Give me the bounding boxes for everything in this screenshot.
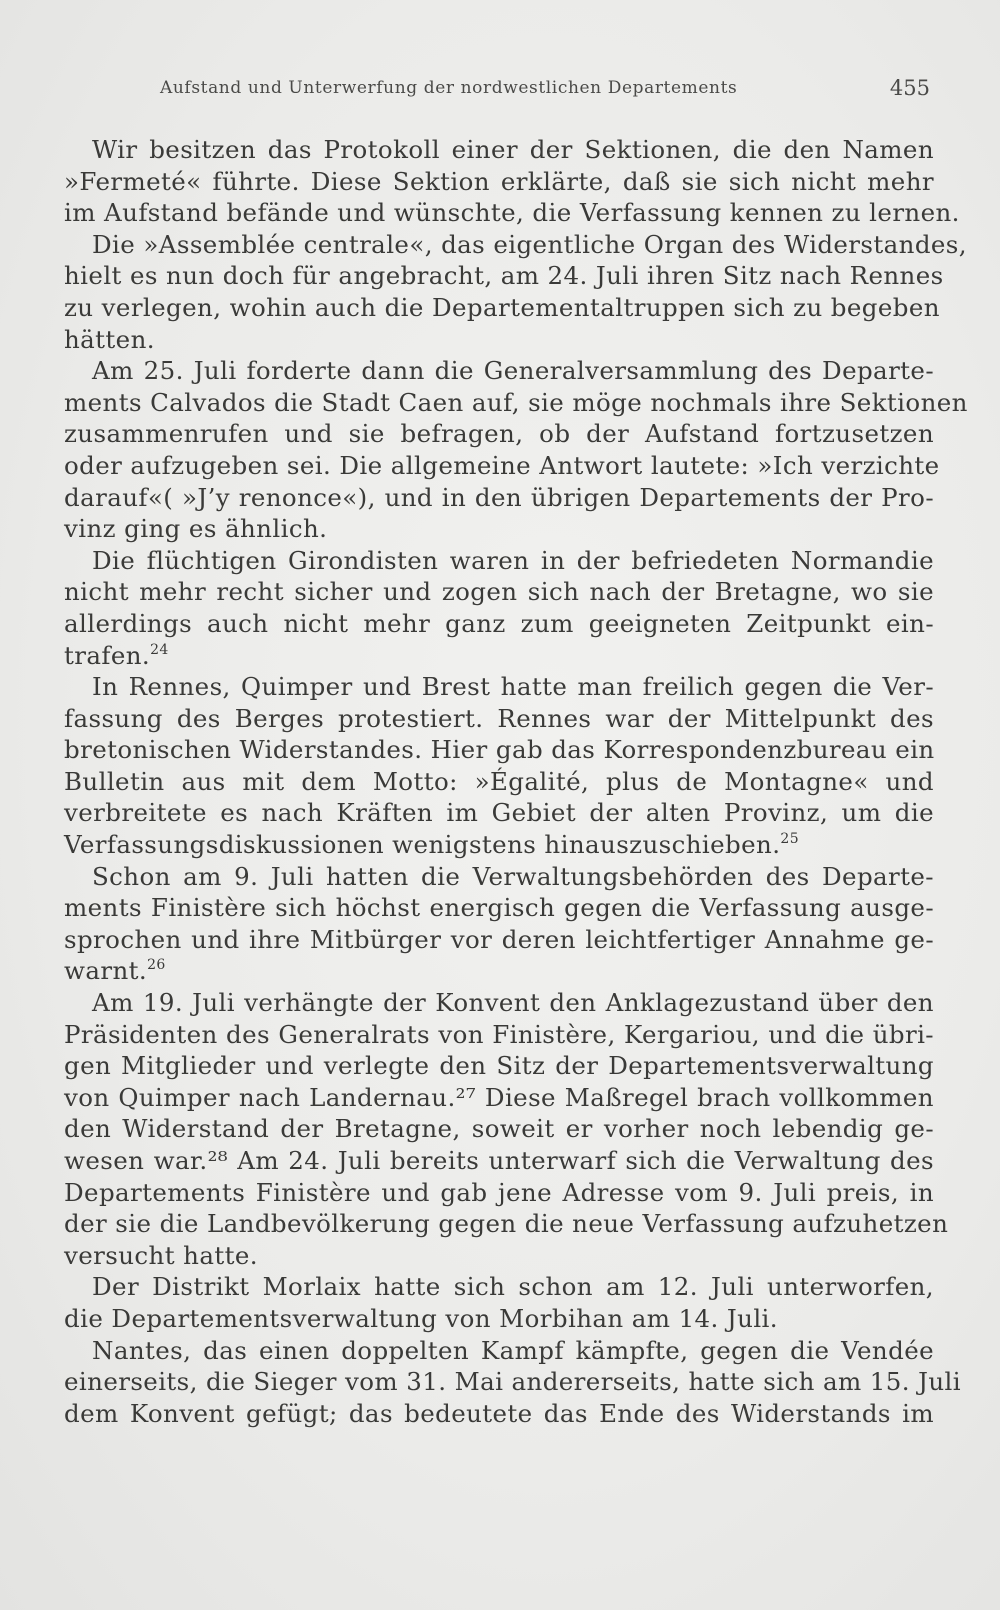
line-text: Wir besitzen das Protokoll einer der Sektionen, die den Namen: [92, 135, 934, 164]
text-line: [64, 197, 960, 229]
text-line: [64, 1019, 934, 1051]
text-line: [64, 1113, 934, 1145]
line-text: trafen.: [64, 640, 151, 670]
running-title: Aufstand und Unterwerfung der nordwestlichen Departements: [160, 78, 738, 98]
body-text: [64, 134, 968, 1429]
line-text: In Rennes, Quimper und Brest hatte man freilich gegen die Ver-: [92, 672, 934, 702]
text-line: [64, 924, 934, 956]
line-text: einerseits, die Sieger vom 31. Mai andererseits, hatte sich am 15. Juli: [64, 1367, 962, 1397]
text-line: [64, 734, 934, 766]
line-text: versucht hatte.: [64, 1240, 258, 1270]
text-line: [64, 1335, 934, 1367]
line-text: dem Konvent gefügt; das bedeutete das Ende des Widerstands im: [64, 1398, 934, 1428]
line-text: zu verlegen, wohin auch die Departementaltruppen sich zu begeben: [64, 292, 940, 322]
line-text: Am 25. Juli forderte dann die Generalversammlung des Departe-: [92, 356, 934, 386]
text-line: [64, 987, 934, 1019]
line-text: Der Distrikt Morlaix hatte sich schon am 12. Juli unterworfen,: [92, 1272, 934, 1302]
line-text: ments Finistère sich höchst energisch gegen die Verfassung ausge-: [64, 893, 934, 923]
footnote-ref: 26: [147, 957, 166, 974]
line-text: vinz ging es ähnlich.: [64, 514, 328, 544]
line-text: »Fermeté« führte. Diese Sektion erklärte, daß sie sich nicht mehr: [64, 166, 934, 196]
running-head: [160, 78, 930, 108]
line-text: warnt.: [64, 956, 148, 986]
line-text: nicht mehr recht sicher und zogen sich nach der Bretagne, wo sie: [64, 577, 934, 607]
line-text: allerdings auch nicht mehr ganz zum geeigneten Zeitpunkt ein-: [64, 608, 934, 638]
text-line: [64, 1177, 934, 1209]
text-line: [64, 545, 934, 577]
text-line: [64, 324, 934, 356]
text-line: [64, 955, 934, 987]
line-text: ments Calvados die Stadt Caen auf, sie möge nochmals ihre Sektionen: [64, 387, 968, 417]
line-text: im Aufstand befände und wünschte, die Verfassung kennen zu lernen.: [64, 198, 960, 228]
line-text: Verfassungsdiskussionen wenigstens hinauszuschieben.: [64, 830, 781, 860]
text-line: [64, 387, 968, 419]
line-text: hielt es nun doch für angebracht, am 24. Juli ihren Sitz nach Rennes: [64, 261, 944, 291]
text-line: [64, 1050, 934, 1082]
line-text: von Quimper nach Landernau.²⁷ Diese Maßregel brach vollkommen: [64, 1082, 934, 1112]
text-line: [64, 260, 944, 292]
line-text: Die flüchtigen Girondisten waren in der befriedeten Normandie: [92, 545, 934, 575]
line-text: bretonischen Widerstandes. Hier gab das Korrespondenzbureau ein: [64, 735, 935, 765]
line-text: hätten.: [64, 324, 155, 354]
text-line: [64, 513, 934, 545]
text-line: [64, 1271, 934, 1303]
line-text: Am 19. Juli verhängte der Konvent den Anklagezustand über den: [92, 988, 934, 1018]
line-text: zusammenrufen und sie befragen, ob der Aufstand fortzusetzen: [64, 419, 934, 449]
line-text: darauf«( »J’y renonce«), und in den übrigen Departements der Pro-: [64, 482, 934, 512]
footnote-ref: 24: [150, 641, 169, 658]
line-text: Departements Finistère und gab jene Adresse vom 9. Juli preis, in: [64, 1177, 934, 1207]
text-line: [64, 797, 934, 829]
line-text: wesen war.²⁸ Am 24. Juli bereits unterwarf sich die Verwaltung des: [64, 1146, 934, 1175]
text-line: [64, 482, 934, 514]
text-line: [64, 1240, 934, 1272]
text-line: [64, 703, 934, 735]
text-line: [64, 576, 934, 608]
text-line: [64, 671, 934, 703]
text-line: [64, 418, 934, 450]
text-line: [64, 1303, 934, 1335]
text-line: [64, 229, 967, 261]
footnote-ref: 25: [780, 831, 800, 848]
line-text: die Departementsverwaltung von Morbihan am 14. Juli.: [64, 1303, 778, 1333]
line-text: Präsidenten des Generalrats von Finistère, Kergariou, und die übri-: [64, 1019, 934, 1049]
text-line: [64, 134, 934, 166]
line-text: Nantes, das einen doppelten Kampf kämpfte, gegen die Vendée: [92, 1335, 934, 1365]
text-line: [64, 355, 934, 387]
line-text: Schon am 9. Juli hatten die Verwaltungsbehörden des Departe-: [92, 861, 934, 891]
text-line: [64, 640, 934, 672]
line-text: sprochen und ihre Mitbürger vor deren leichtfertiger Annahme ge-: [64, 924, 934, 954]
text-line: [64, 608, 934, 640]
line-text: gen Mitglieder und verlegte den Sitz der Departementsverwaltung: [64, 1051, 934, 1081]
line-text: oder aufzugeben sei. Die allgemeine Antwort lautete: »Ich verzichte: [64, 450, 940, 480]
line-text: fassung des Berges protestiert. Rennes war der Mittelpunkt des: [64, 703, 934, 733]
text-line: [64, 892, 934, 924]
text-line: [64, 1082, 934, 1114]
text-line: [64, 829, 934, 861]
text-line: [64, 1366, 962, 1398]
text-line: [64, 1208, 949, 1240]
text-line: [64, 766, 934, 798]
text-line: [64, 166, 934, 198]
text-line: [64, 450, 940, 482]
line-text: den Widerstand der Bretagne, soweit er vorher noch lebendig ge-: [64, 1114, 934, 1144]
line-text: verbreitete es nach Kräften im Gebiet der alten Provinz, um die: [64, 798, 934, 828]
line-text: Bulletin aus mit dem Motto: »Égalité, plus de Montagne« und: [64, 766, 934, 796]
text-line: [64, 1145, 934, 1177]
text-line: [64, 292, 940, 324]
text-line: [64, 861, 934, 893]
line-text: der sie die Landbevölkerung gegen die neue Verfassung aufzuhetzen: [64, 1209, 949, 1239]
line-text: Die »Assemblée centrale«, das eigentliche Organ des Widerstandes,: [92, 229, 967, 259]
text-line: [64, 1398, 934, 1430]
page-number: 455: [889, 76, 930, 100]
